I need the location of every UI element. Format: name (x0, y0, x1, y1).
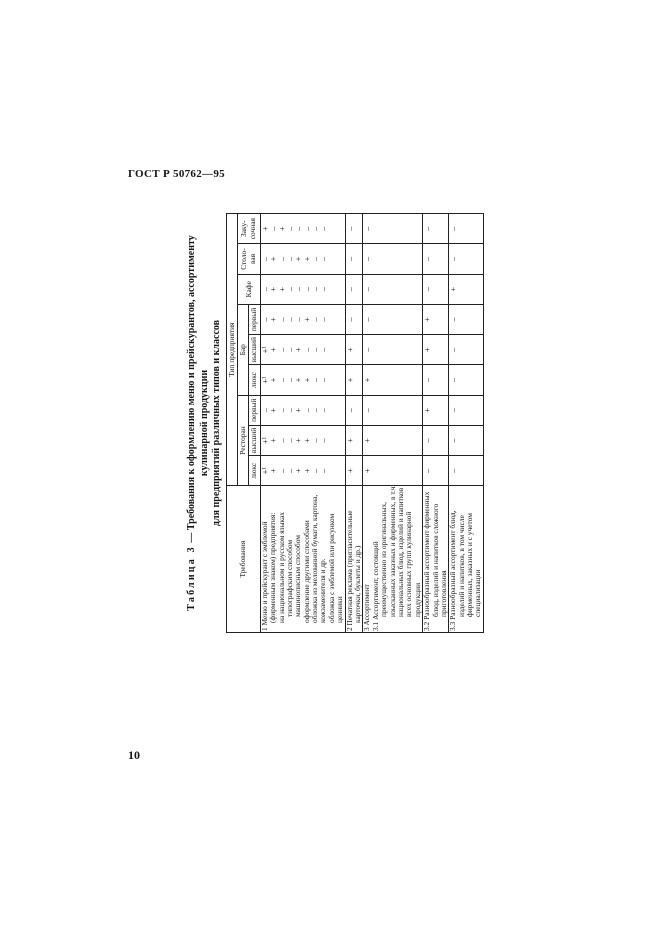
mark: + (293, 256, 304, 262)
table-row-menu (260, 214, 345, 633)
mark-cell: + (345, 456, 363, 486)
mark: – (301, 347, 312, 352)
table-caption (186, 213, 224, 633)
requirement-line: ценники (335, 596, 345, 623)
col-restaurant-lux-header: люкс (249, 456, 260, 486)
mark: + (293, 377, 304, 383)
mark: + (268, 256, 279, 262)
mark: – (310, 226, 321, 231)
mark-cell: – (363, 244, 423, 274)
standard-code: ГОСТ Р 50762—95 (128, 168, 225, 180)
mark-cell (260, 456, 345, 486)
mark: – (310, 438, 321, 443)
mark-cell: – (363, 214, 423, 244)
mark: + (293, 347, 304, 353)
mark: + (276, 226, 287, 232)
mark: – (318, 408, 329, 413)
mark-cell (260, 335, 345, 365)
mark-cell (260, 214, 345, 244)
mark: – (310, 377, 321, 383)
mark: + (268, 286, 279, 292)
mark-cell: – (363, 304, 423, 334)
requirement-line: 3.1 Ассортимент, состоящий (370, 541, 380, 631)
mark: – (276, 317, 287, 322)
mark-cell: – (449, 214, 484, 244)
mark: + (293, 438, 304, 443)
mark: – (318, 226, 329, 231)
mark: – (284, 256, 295, 262)
mark-cell (260, 274, 345, 304)
mark-cell: – (449, 395, 484, 425)
mark: – (293, 317, 304, 322)
mark: – (276, 256, 287, 262)
mark-cell: + (345, 425, 363, 455)
mark-cell: – (345, 274, 363, 304)
mark: + (301, 377, 312, 383)
mark-cell: – (449, 365, 484, 395)
requirement-line: приготовления (438, 570, 448, 617)
mark-cell: + (363, 425, 423, 455)
col-restaurant-first-header: первый (249, 395, 260, 425)
requirement-line: типографским способом (284, 539, 294, 617)
requirement-line: блюд, изделий и напитков сложного (430, 503, 440, 617)
col-restaurant-higher-header: высший (249, 425, 260, 455)
mark-cell: – (423, 274, 449, 304)
mark: – (310, 256, 321, 262)
mark: – (293, 287, 304, 292)
requirement-cell (260, 486, 345, 633)
mark: +¹ (259, 436, 270, 445)
mark-cell (260, 425, 345, 455)
mark-cell: – (345, 244, 363, 274)
mark: – (318, 347, 329, 352)
mark-cell: – (363, 274, 423, 304)
mark: – (318, 468, 329, 473)
col-bar-higher-header: высший (249, 335, 260, 365)
group-restaurant-header: Ресторан (237, 395, 248, 486)
mark-cell: + (423, 304, 449, 334)
mark: – (310, 468, 321, 473)
mark: +¹ (259, 376, 270, 384)
mark: – (276, 347, 287, 352)
mark: + (293, 468, 304, 474)
mark-cell: + (449, 274, 484, 304)
requirement-line: преимущественно из оригинальных, (379, 502, 389, 617)
requirement-line: обложка с эмблемой или рисунком (326, 513, 336, 623)
mark: – (301, 287, 312, 292)
mark-cell: – (363, 395, 423, 425)
mark: +¹ (259, 467, 270, 475)
mark: – (318, 287, 329, 292)
mark: + (259, 226, 270, 232)
requirement-line: обложка из мелованной бумаги, картона, (310, 494, 320, 623)
mark: – (276, 408, 287, 413)
mark-cell: – (449, 244, 484, 274)
mark-cell: – (449, 425, 484, 455)
mark-cell: – (423, 425, 449, 455)
mark-cell: – (423, 456, 449, 486)
mark: – (276, 377, 287, 383)
requirement-line: специализации (473, 569, 483, 617)
requirements-table (226, 213, 484, 633)
requirement-line: 3 Ассортимент (362, 584, 372, 631)
requirement-cell (363, 486, 423, 633)
mark: – (318, 377, 329, 383)
header-row-1 (226, 214, 237, 633)
mark-cell: – (345, 214, 363, 244)
requirement-line: фирменных, заказных и с учетом (465, 513, 475, 617)
mark-cell: – (423, 214, 449, 244)
mark: + (268, 317, 279, 322)
requirement-line: карточки, буклеты и др.) (353, 545, 363, 623)
rotated-table-block (186, 213, 536, 633)
mark: – (268, 226, 279, 231)
mark: – (284, 438, 295, 443)
mark: + (268, 438, 279, 443)
mark: – (310, 287, 321, 292)
col-requirements-header: Требования (226, 486, 260, 633)
table-title-line2: для предприятий различных типов и классов (211, 319, 222, 527)
mark: + (276, 286, 287, 292)
table-row-assortment-3-3 (449, 214, 484, 633)
mark-cell: – (345, 304, 363, 334)
table-row-assortment-3-1 (363, 214, 423, 633)
mark-cell: – (345, 395, 363, 425)
mark: + (301, 468, 312, 474)
mark: + (268, 347, 279, 353)
requirement-line: машинописным способом (293, 535, 303, 617)
mark-cell: + (345, 335, 363, 365)
mark: – (318, 438, 329, 443)
requirement-line: 1 Меню и прейскурант с эмблемой (259, 521, 269, 631)
mark: – (318, 256, 329, 262)
mark: – (259, 317, 270, 322)
mark-cell: – (449, 304, 484, 334)
mark: + (301, 256, 312, 262)
mark: – (293, 226, 304, 231)
mark: – (284, 468, 295, 473)
table-title-line1: — Требования к оформлению меню и прейскурантов, ассортименту кулинарной продукции (186, 235, 210, 543)
col-canteen-header: Столо-вая (237, 244, 260, 274)
mark-cell (260, 365, 345, 395)
table-row-advertising (345, 214, 363, 633)
group-bar-header: Бар (237, 304, 248, 395)
mark: + (268, 468, 279, 474)
requirement-line: 3.3 Разнообразный ассортимент блюд, (448, 510, 458, 631)
requirement-line: национальных блюд, изделий и напитков (395, 487, 405, 617)
mark-cell: + (423, 395, 449, 425)
mark: – (284, 377, 295, 383)
mark-cell: + (363, 365, 423, 395)
mark: – (301, 408, 312, 413)
mark-cell: – (363, 335, 423, 365)
mark: – (259, 287, 270, 292)
col-enterprise-type-header: Тип предприятия (226, 214, 237, 486)
requirement-line: кожзаменителя и др. (318, 558, 328, 623)
mark-cell (260, 304, 345, 334)
mark-cell: – (423, 244, 449, 274)
mark: + (268, 407, 279, 413)
requirement-line: оформление другими способами (301, 520, 311, 623)
col-cafe-header: Кафе (237, 274, 260, 304)
mark: – (318, 317, 329, 322)
mark: – (284, 347, 295, 352)
mark-cell: + (423, 335, 449, 365)
requirement-cell (423, 486, 449, 633)
mark: +¹ (259, 346, 270, 354)
requirement-line: (фирменным знаком) предприятия: (268, 512, 278, 623)
requirement-line: всех основных групп кулинарной (404, 511, 414, 617)
mark: – (310, 408, 321, 413)
mark-cell: – (423, 365, 449, 395)
mark: – (276, 438, 287, 443)
mark: – (284, 317, 295, 322)
mark: – (276, 468, 287, 473)
requirement-line: на национальном и русском языках (276, 511, 286, 623)
mark: – (259, 408, 270, 413)
table-label: Таблица 3 (186, 545, 197, 611)
col-snackbar-header: Заку-сочная (237, 214, 260, 244)
mark: – (301, 226, 312, 231)
requirement-line: изысканных заказных и фирменных, в т.ч. (387, 484, 397, 617)
requirement-line: продукции (412, 582, 422, 617)
mark: + (268, 377, 279, 383)
mark: – (310, 317, 321, 322)
mark: + (293, 407, 304, 413)
mark-cell: + (363, 456, 423, 486)
mark: – (284, 408, 295, 413)
mark: – (310, 347, 321, 352)
requirement-line: 2 Печатная реклама (пригласительные (344, 510, 354, 631)
col-bar-first-header: первый (249, 304, 260, 334)
mark-cell (260, 395, 345, 425)
mark: – (284, 287, 295, 292)
mark-cell: + (345, 365, 363, 395)
mark-cell: – (449, 456, 484, 486)
col-bar-lux-header: люкс (249, 365, 260, 395)
mark: + (301, 438, 312, 443)
table-row-assortment-3-2 (423, 214, 449, 633)
page-number: 10 (128, 748, 140, 762)
mark-cell (260, 244, 345, 274)
mark: + (301, 317, 312, 322)
requirement-cell (449, 486, 484, 633)
mark: – (259, 256, 270, 262)
requirement-cell (345, 486, 363, 633)
mark-cell: – (449, 335, 484, 365)
mark: – (284, 226, 295, 231)
requirement-line: изделий и напитков, в том числе (456, 515, 466, 617)
requirement-line: 3.2 Разнообразный ассортимент фирменных (422, 491, 432, 631)
